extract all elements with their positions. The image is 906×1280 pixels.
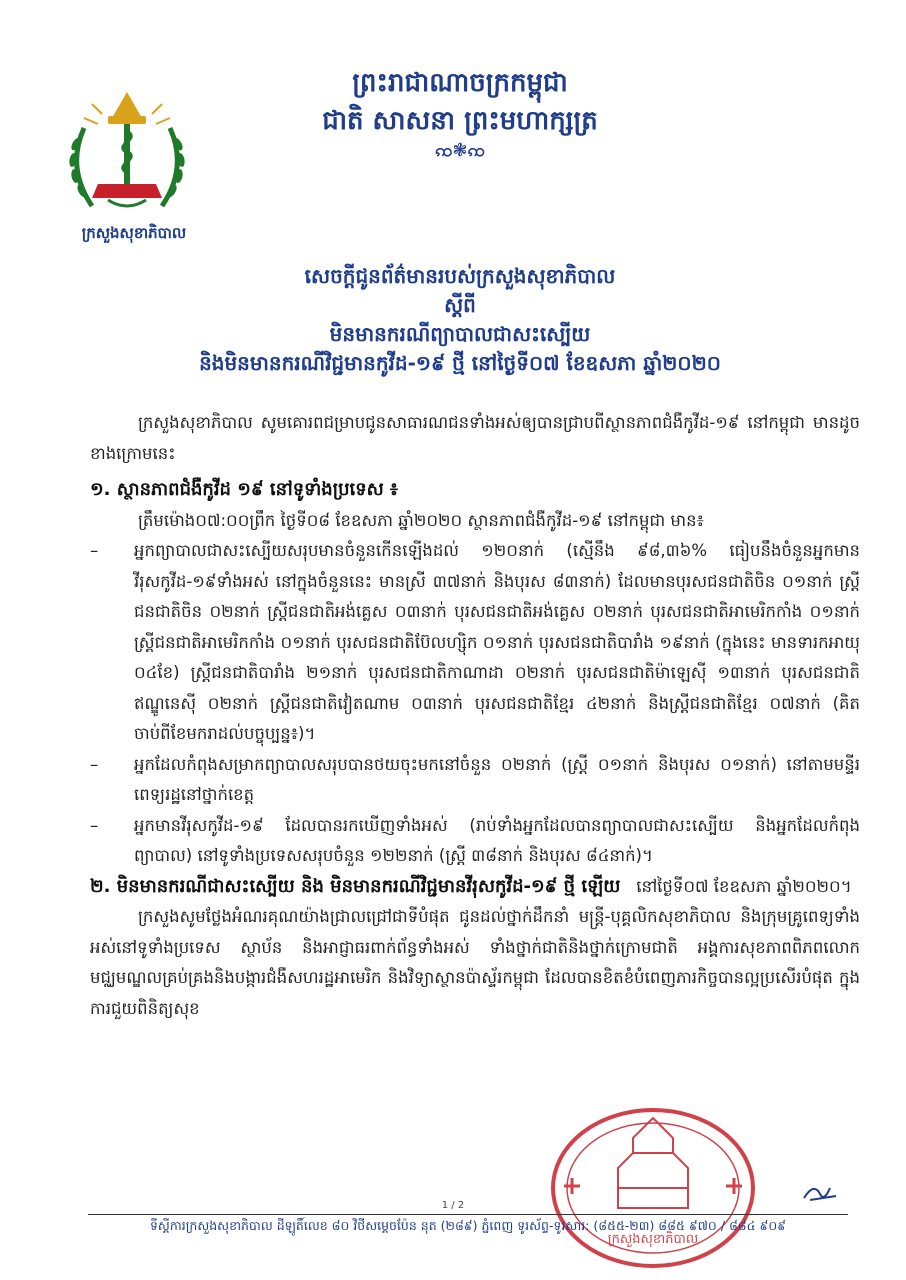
section-1-lead: ត្រឹមម៉ោង០៧:០០ព្រឹក ថ្ងៃទី០៨ ខែឧសភា ឆ្នាំ២០២០ ស្ថានភាពជំងឺកូវីដ-១៩ នៅកម្ពុជា មាន៖ [138, 510, 704, 530]
bullet-dash: – [90, 541, 99, 560]
list-item [90, 750, 860, 811]
footer-divider [88, 1214, 848, 1215]
kingdom-header [250, 64, 670, 162]
title-line-2: ស្តីពី [444, 293, 476, 317]
section-2-date: នៅថ្ងៃទី០៧ ខែឧសភា ឆ្នាំ២០២០។ [636, 876, 852, 896]
document-body [90, 408, 860, 1024]
title-line-4: និងមិនមានករណីវិជ្ជមានកូវីដ-១៩ ថ្មី នៅថ្ងៃទី០៧ ខែឧសភា ឆ្នាំ២០២០ [199, 351, 721, 375]
section-2-paragraph [90, 872, 860, 903]
footer-address: ទីស្តីការក្រសួងសុខាភិបាល ដីឡូតិ៍លេខ ៨០ វិថីសម្តេចប៉ែន នុត (២៨៩) ភ្នំពេញ ទូរស័ព្ទ-ទូរសារ: (៨៥៥-២៣) ៨៨៥ ៩៧០ / ៨៨៤ ៩០៩ [149, 1218, 787, 1233]
seal-text: ក្រសួងសុខាភិបាល [607, 1232, 699, 1247]
kingdom-name: ព្រះរាជាណាចក្រកម្ពុជា [352, 68, 568, 98]
title-line-1: សេចក្តីជូនព័ត៌មានរបស់ក្រសួងសុខាភិបាល [304, 264, 616, 288]
bullet-total-cases: អ្នកមានវីរុសកូវីដ-១៩ ដែលបានរកឃើញទាំងអស់ (រាប់ទាំងអ្នកដែលបានព្យាបាលជាសះស្បើយ និងអ្នកដែលកំពុងព្យាបាល) នៅទូទាំងប្រទេសសរុបចំនួន ១២២នាក់ (ស្ត្រី ៣៨នាក់ និងបុរស ៨៤នាក់)។ [134, 815, 860, 865]
list-item [90, 536, 860, 750]
bullet-dash: – [90, 815, 99, 835]
closing-paragraph: ក្រសួងសូមថ្លែងអំណរគុណយ៉ាងជ្រាលជ្រៅជាទីបំផុត ជូនដល់ថ្នាក់ដឹកនាំ មន្ត្រី-បុគ្គលិកសុខាភិបាល និងក្រុមគ្រូពេទ្យទាំងអស់នៅទូទាំងប្រទេស ស្ថាប័ន និងអាជ្ញាធរពាក់ព័ន្ធទាំងអស់ ទាំងថ្នាក់ជាតិនិងថ្នាក់ក្រោមជាតិ អង្គការសុខភាពពិភពលោក មជ្ឈមណ្ឌលគ្រប់គ្រងនិងបង្ការជំងឺសហរដ្ឋអាមេរិក និងវិទ្យាស្ថានប៉ាស្ទ័រកម្ពុជា ដែលបានខិតខំបំពេញភារកិច្ចបានល្អប្រសើរបំផុត ក្នុងការជួយពិនិត្យសុខ [90, 907, 860, 1018]
page-number: 1 / 2 [441, 1200, 465, 1211]
press-release-title [100, 262, 820, 378]
ornament-divider: ꩡ❃ꩡ [435, 140, 485, 161]
title-line-3: មិនមានករណីព្យាបាលជាសះស្បើយ [329, 322, 591, 346]
official-seal [548, 1098, 758, 1268]
section-2-heading: ២. មិនមានករណីជាសះស្បើយ និង មិនមានករណីវិជ្ជមានវីរុសកូវីដ-១៩ ថ្មី ឡើយ [90, 875, 621, 897]
bullet-recovered: អ្នកព្យាបាលជាសះស្បើយសរុបមានចំនួនកើនឡើងដល់ ១២០នាក់ (ស្មើនឹង ៩៨,៣៦% ធៀបនឹងចំនួនអ្នកមានវីរុសកូវីដ-១៩ទាំងអស់ នៅក្នុងចំនួននេះ មានស្រី ៣៧នាក់ និងបុរស ៨៣នាក់) ដែលមានបុរសជនជាតិចិន ០១នាក់ ស្ត្រីជនជាតិចិន ០២នាក់ ស្ត្រីជនជាតិអង់គ្លេស ០៣នាក់ បុរសជនជាតិអង់គ្លេស ០២នាក់ បុរសជនជាតិអាមេរិកកាំង ០១នាក់ ស្ត្រីជនជាតិអាមេរិកកាំង ០១នាក់ បុរសជនជាតិប៊ែលហ្ស៊ិក ០១នាក់ បុរសជនជាតិបារាំង ១៩នាក់ (ក្នុងនេះ មានទារកអាយុ ០៤ខែ) ស្ត្រីជនជាតិបារាំង ២១នាក់ បុរសជនជាតិកាណាដា ០២នាក់ បុរសជនជាតិម៉ាឡេស៊ី ១៣នាក់ បុរសជនជាតិឥណ្ឌូនេស៊ី ០២នាក់ ស្ត្រីជនជាតិវៀតណាម ០៣នាក់ បុរសជនជាតិខ្មែរ ៤២នាក់ និងស្ត្រីជនជាតិខ្មែរ ០៧នាក់ (គិតចាប់ពីខែមករាដល់បច្ចុប្បន្ន៖)។ [134, 541, 860, 743]
kingdom-motto: ជាតិ សាសនា ព្រះមហាក្សត្រ [322, 106, 598, 136]
intro-paragraph: ក្រសួងសុខាភិបាល សូមគោរពជម្រាបជូនសាធារណជនទាំងអស់ឲ្យបានជ្រាបពីស្ថានភាពជំងឺកូវីដ-១៩ នៅកម្ពុជា មានដូចខាងក្រោមនេះ [90, 413, 860, 463]
list-item [90, 811, 860, 872]
bullet-dash: – [90, 754, 99, 774]
ministry-label: ក្រសួងសុខាភិបាល [81, 224, 187, 242]
section-1-heading: ១. ស្ថានភាពជំងឺកូវីដ ១៩ នៅទូទាំងប្រទេស ៖ [90, 479, 398, 500]
bullet-in-treatment: អ្នកដែលកំពុងសម្រាកព្យាបាលសរុបបានថយចុះមកនៅចំនួន ០២នាក់ (ស្ត្រី ០១នាក់ និងបុរស ០១នាក់) នៅតាមមន្ទីរពេទ្យរដ្ឋនៅថ្នាក់ខេត្ត [134, 754, 860, 804]
ministry-logo [62, 88, 192, 220]
